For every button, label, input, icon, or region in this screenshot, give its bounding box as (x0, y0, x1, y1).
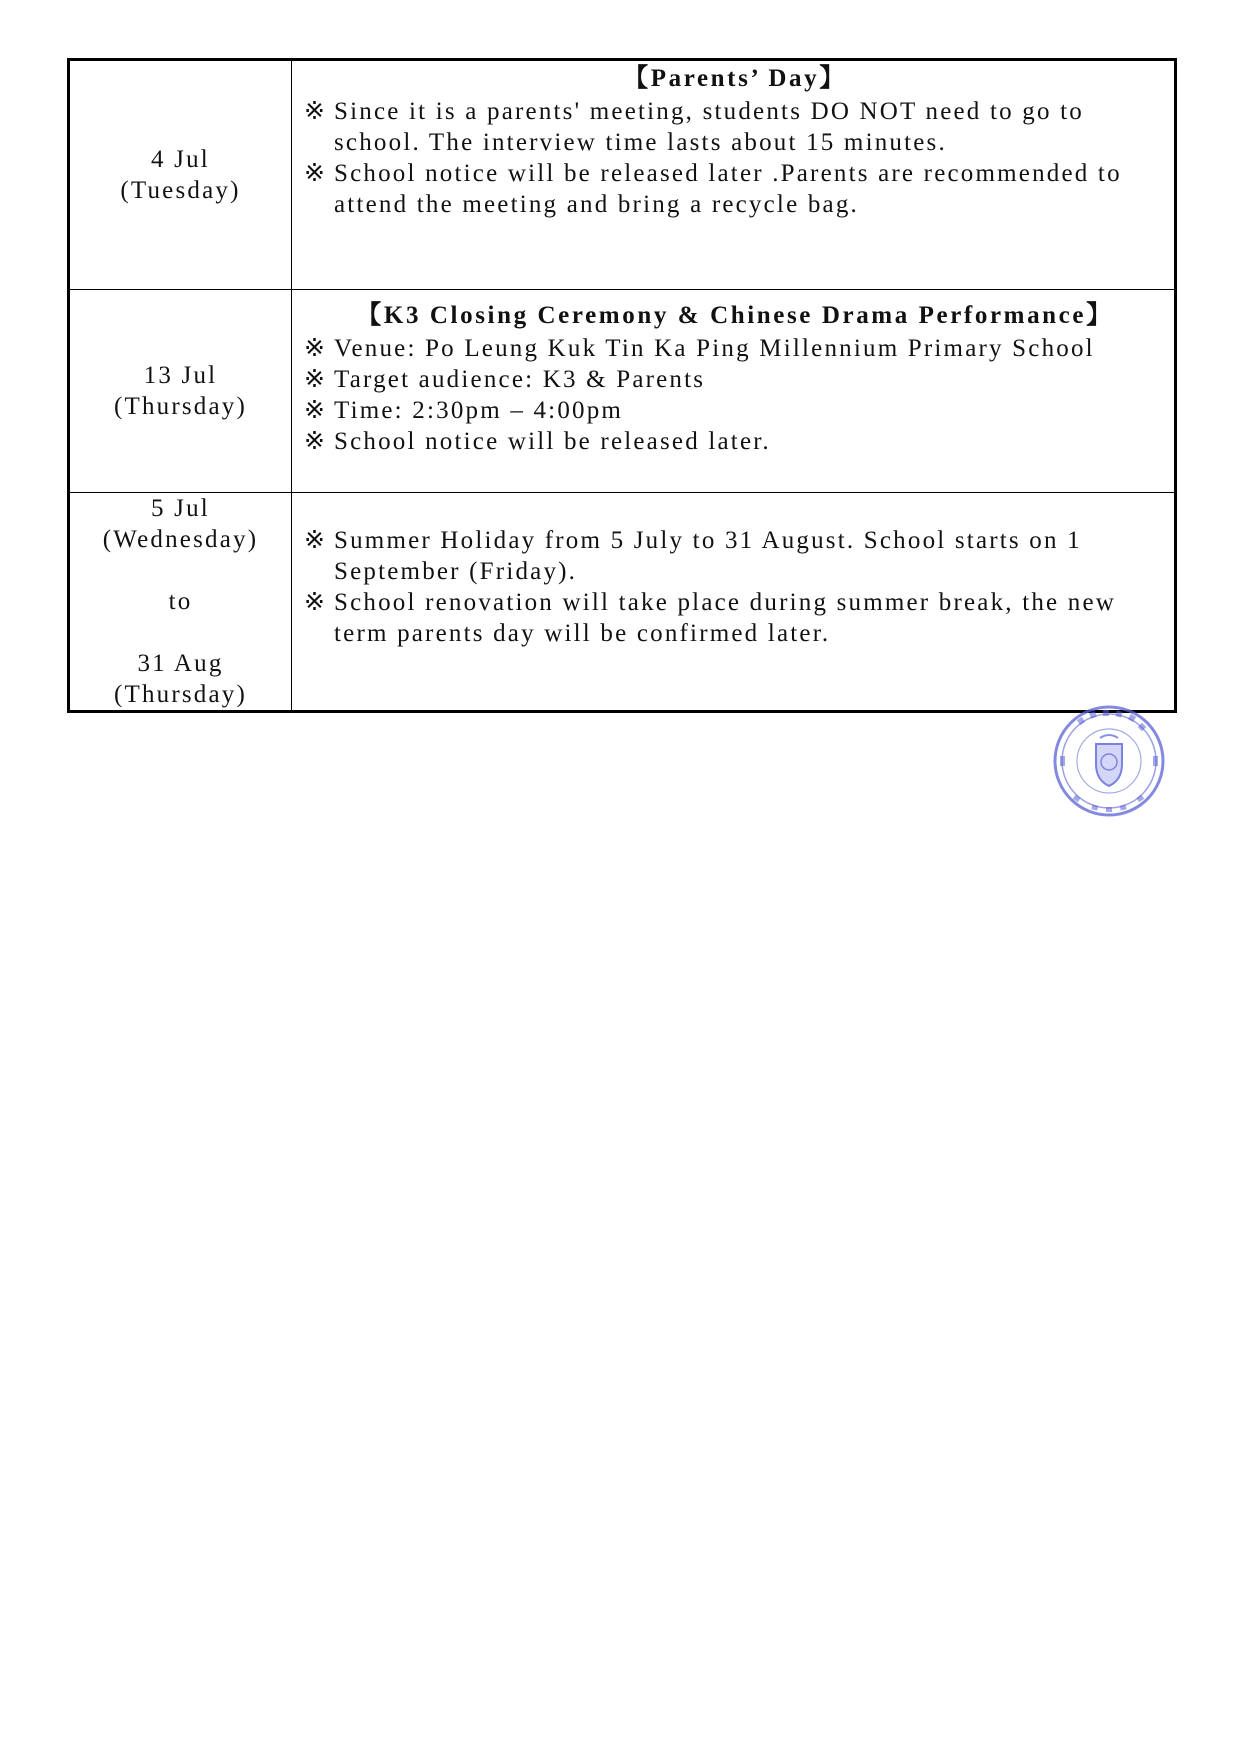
schedule-row-parents-day (69, 60, 1176, 290)
bullet-text: Summer Holiday from 5 July to 31 August. School starts on 1 September (Friday). (334, 527, 1082, 585)
schedule-row-summer-holiday (69, 493, 1176, 712)
event-heading: 【Parents’ Day】 (623, 65, 847, 92)
bullet-text: School notice will be released later. (334, 428, 771, 455)
date-line: 5 Jul (151, 495, 210, 522)
event-bullet (304, 364, 1166, 395)
reference-mark-icon: ※ (304, 98, 328, 125)
date-weekday: (Tuesday) (120, 177, 241, 204)
event-cell (292, 493, 1176, 712)
event-cell (292, 60, 1176, 290)
date-cell (69, 60, 292, 290)
spacer (70, 555, 291, 586)
event-bullet (304, 525, 1166, 587)
reference-mark-icon: ※ (304, 335, 328, 362)
event-heading: 【K3 Closing Ceremony & Chinese Drama Performance】 (356, 302, 1114, 329)
reference-mark-icon: ※ (304, 589, 328, 616)
reference-mark-icon: ※ (304, 366, 328, 393)
reference-mark-icon: ※ (304, 160, 328, 187)
bullet-text: Venue: Po Leung Kuk Tin Ka Ping Millennium Primary School (334, 335, 1095, 362)
date-line: 31 Aug (137, 650, 224, 677)
reference-mark-icon: ※ (304, 428, 328, 455)
reference-mark-icon: ※ (304, 397, 328, 424)
date-weekday: (Wednesday) (102, 526, 259, 553)
date-line: 13 Jul (143, 362, 218, 389)
bullet-text: School notice will be released later .Parents are recommended to attend the meeting and bring a recycle bag. (334, 160, 1122, 218)
date-cell (69, 290, 292, 493)
date-weekday: (Thursday) (113, 681, 248, 708)
bullet-text: Since it is a parents' meeting, students DO NOT need to go to school. The interview time lasts about 15 minutes. (334, 98, 1084, 156)
event-bullet (304, 587, 1166, 649)
event-bullet (304, 426, 1166, 457)
bullet-text: Target audience: K3 & Parents (334, 366, 706, 393)
date-weekday: (Thursday) (113, 393, 248, 420)
event-bullet (304, 96, 1166, 158)
event-bullet (304, 395, 1166, 426)
date-cell (69, 493, 292, 712)
reference-mark-icon: ※ (304, 527, 328, 554)
event-cell (292, 290, 1176, 493)
event-bullet (304, 333, 1166, 364)
date-range-connector: to (168, 588, 193, 615)
schedule-table (67, 58, 1177, 713)
date-line: 4 Jul (151, 146, 210, 173)
bullet-text: Time: 2:30pm – 4:00pm (334, 397, 624, 424)
spacer (70, 617, 291, 648)
event-bullet (304, 158, 1166, 220)
schedule-row-k3-closing (69, 290, 1176, 493)
school-seal-icon (1052, 704, 1166, 818)
bullet-text: School renovation will take place during summer break, the new term parents day will be confirmed later. (334, 589, 1117, 647)
